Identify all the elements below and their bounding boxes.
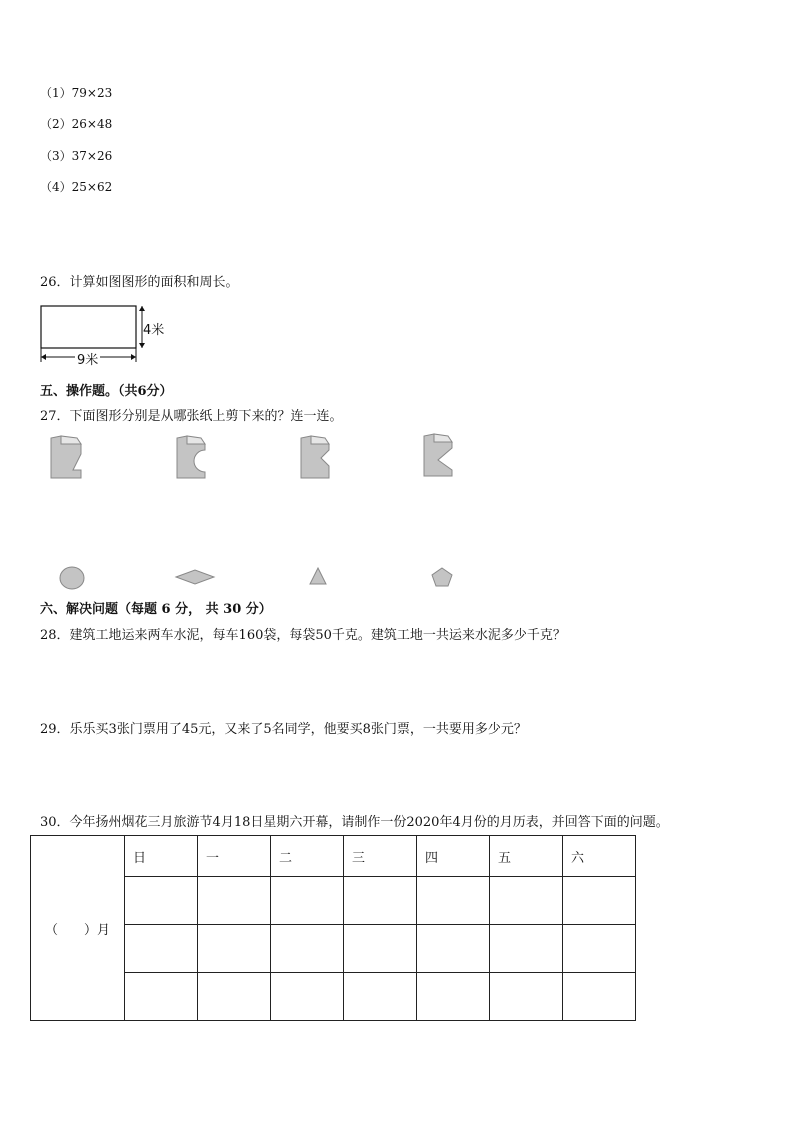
folded-paper-2: [173, 434, 213, 480]
weekday-sun: 日: [125, 836, 198, 877]
folded-paper-1: [49, 434, 85, 480]
weekday-tue: 二: [271, 836, 344, 877]
weekday-wed: 三: [344, 836, 417, 877]
calendar-cell[interactable]: [490, 877, 563, 925]
calendar-cell[interactable]: [271, 925, 344, 973]
calc-item-2: （2）26×48: [40, 117, 113, 131]
height-label: 4米: [143, 319, 164, 338]
calendar-cell[interactable]: [417, 973, 490, 1021]
calendar-cell[interactable]: [125, 973, 198, 1021]
calendar-cell[interactable]: [344, 973, 417, 1021]
triangle-shape: [308, 566, 328, 586]
weekday-mon: 一: [198, 836, 271, 877]
circle-shape: [58, 565, 86, 591]
calendar-table: [30, 835, 636, 1021]
rhombus-shape: [174, 568, 216, 586]
calendar-cell[interactable]: [125, 877, 198, 925]
calc-item-3: （3）37×26: [40, 149, 113, 163]
calendar-cell[interactable]: [198, 877, 271, 925]
folded-paper-4: [420, 432, 460, 480]
calendar-cell[interactable]: [198, 925, 271, 973]
calc-item-4: （4）25×62: [40, 180, 113, 194]
calendar-cell[interactable]: [417, 925, 490, 973]
calendar-cell[interactable]: [490, 925, 563, 973]
calc-item-1: （1）79×23: [40, 86, 113, 100]
question-27: 27．下面图形分别是从哪张纸上剪下来的？连一连。: [40, 409, 343, 424]
section-5-title: 五、操作题。（共6分）: [40, 384, 173, 399]
calendar-cell[interactable]: [198, 973, 271, 1021]
calendar-cell[interactable]: [344, 877, 417, 925]
calendar-cell[interactable]: [490, 973, 563, 1021]
calendar-header-row: [31, 836, 636, 877]
question-30: 30．今年扬州烟花三月旅游节4月18日星期六开幕，请制作一份2020年4月份的月历表，并回答下面的问题。: [40, 815, 669, 830]
rectangle-shape: [41, 306, 136, 348]
calendar-cell[interactable]: [271, 973, 344, 1021]
weekday-thu: 四: [417, 836, 490, 877]
weekday-fri: 五: [490, 836, 563, 877]
calendar-cell[interactable]: [344, 925, 417, 973]
calendar-cell[interactable]: [271, 877, 344, 925]
pentagon-shape: [430, 566, 454, 588]
calendar-cell[interactable]: [563, 925, 636, 973]
width-label: 9米: [75, 349, 100, 368]
question-26: 26．计算如图图形的面积和周长。: [40, 275, 239, 290]
section-6-title: 六、解决问题（每题 6 分， 共 30 分）: [40, 602, 272, 617]
weekday-sat: 六: [563, 836, 636, 877]
calendar-cell[interactable]: [417, 877, 490, 925]
question-28: 28．建筑工地运来两车水泥，每车160袋，每袋50千克。建筑工地一共运来水泥多少千克？: [40, 628, 566, 643]
question-29: 29．乐乐买3张门票用了45元，又来了5名同学，他要买8张门票，一共要用多少元？: [40, 722, 527, 737]
calendar-cell[interactable]: [563, 877, 636, 925]
calendar-cell[interactable]: [125, 925, 198, 973]
folded-paper-3: [297, 434, 337, 480]
calendar-cell[interactable]: [563, 973, 636, 1021]
month-label[interactable]: （ ）月: [31, 836, 125, 1021]
